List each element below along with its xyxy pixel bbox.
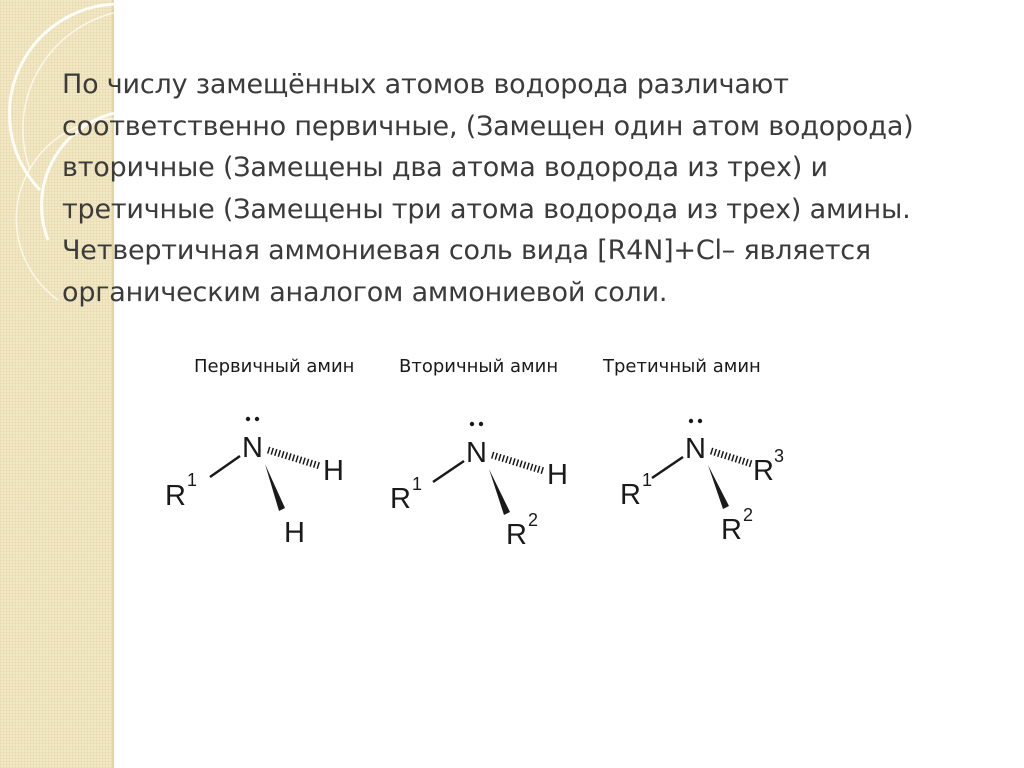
primary-amine-structure <box>165 417 344 549</box>
dashed-group-atom: R <box>753 455 774 487</box>
left-group-atom: R <box>165 480 186 512</box>
wedge-group-atom: R <box>721 514 742 546</box>
lone-pair-dot <box>470 422 474 426</box>
amine-structures <box>0 400 1024 570</box>
nitrogen-atom: N <box>466 437 487 469</box>
main-paragraph <box>62 64 982 313</box>
single-bond <box>210 456 240 477</box>
dashed-group-atom: H <box>547 459 568 491</box>
wedge-group-index: 2 <box>528 510 539 530</box>
caption-primary-amine: Первичный амин <box>194 356 355 377</box>
lone-pair-dot <box>255 417 259 421</box>
paragraph-line: третичные (Замещены три атома водорода из трех) амины. <box>62 193 911 225</box>
dashed-group-index: 3 <box>774 446 785 466</box>
dashed-bond <box>711 451 752 464</box>
wedge-bond <box>265 464 285 511</box>
wedge-group-index: 2 <box>743 505 754 525</box>
paragraph-line: вторичные (Замещены два атома водорода из трех) и <box>62 152 828 183</box>
left-group-index: 1 <box>187 470 198 490</box>
left-group-atom: R <box>390 483 411 515</box>
lone-pair-dot <box>689 419 693 423</box>
paragraph-line: Четвертичная аммониевая соль вида [R4N]+Cl– является <box>62 235 871 266</box>
dashed-group-atom: H <box>323 455 344 487</box>
lone-pair-dot <box>479 422 483 426</box>
tertiary-amine-structure <box>620 419 784 546</box>
dashed-bond <box>492 455 544 471</box>
paragraph-line: органическим аналогом аммониевой соли. <box>62 276 668 308</box>
lone-pair-dot <box>246 417 250 421</box>
wedge-bond <box>489 469 510 515</box>
amine-captions <box>0 356 1024 384</box>
paragraph-line: По числу замещённых атомов водорода различают <box>62 69 789 100</box>
single-bond <box>433 461 464 482</box>
caption-secondary-amine: Вторичный амин <box>399 356 559 377</box>
wedge-bond <box>708 465 729 509</box>
left-group-atom: R <box>620 479 641 511</box>
caption-tertiary-amine: Третичный амин <box>603 356 761 377</box>
wedge-group-atom: R <box>506 519 527 551</box>
wedge-group-atom: H <box>284 517 305 549</box>
left-group-index: 1 <box>412 474 423 494</box>
single-bond <box>652 457 683 478</box>
secondary-amine-structure <box>390 422 568 551</box>
nitrogen-atom: N <box>242 432 263 464</box>
nitrogen-atom: N <box>685 433 706 465</box>
dashed-bond <box>268 450 320 466</box>
left-group-index: 1 <box>642 470 653 490</box>
lone-pair-dot <box>698 419 702 423</box>
paragraph-line: соответственно первичные, (Замещен один атом водорода) <box>62 110 914 142</box>
